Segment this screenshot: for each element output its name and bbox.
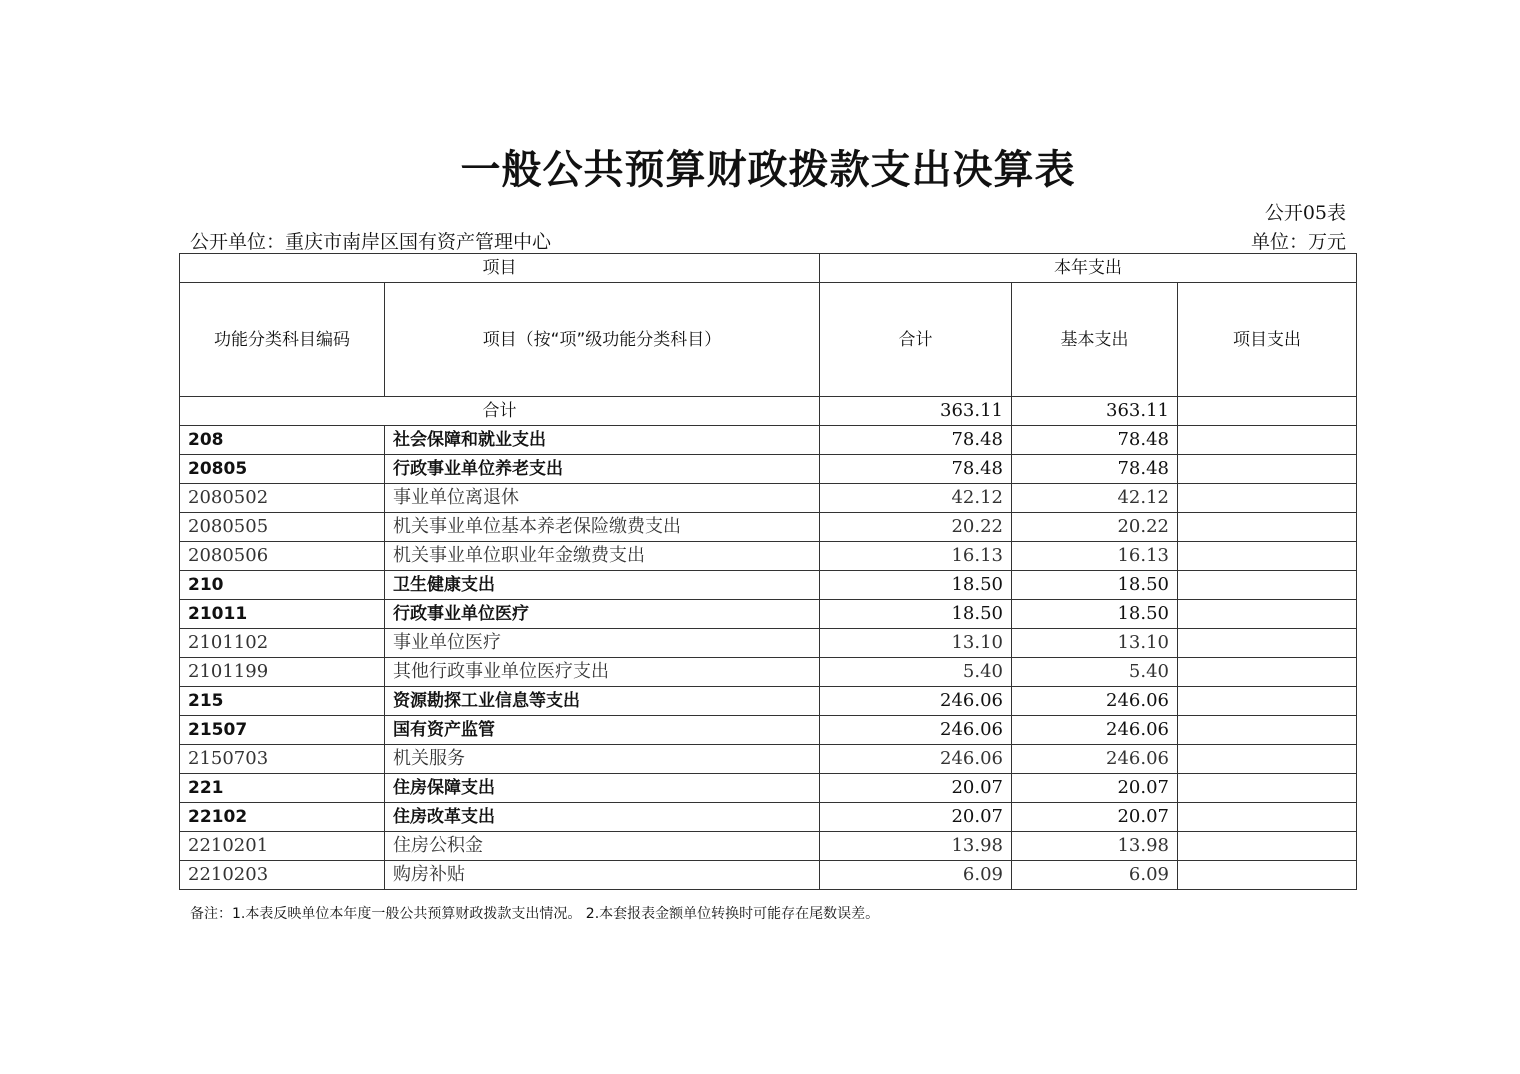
total-row xyxy=(180,397,1357,426)
table-row xyxy=(180,629,1357,658)
table-row xyxy=(180,687,1357,716)
table-row xyxy=(180,600,1357,629)
cell-total: 6.09 xyxy=(820,861,1012,890)
cell-basic: 16.13 xyxy=(1012,542,1178,571)
table-body xyxy=(180,397,1357,890)
cell-total: 246.06 xyxy=(820,716,1012,745)
cell-name: 卫生健康支出 xyxy=(385,571,820,600)
cell-code: 2080502 xyxy=(180,484,385,513)
header-code: 功能分类科目编码 xyxy=(180,283,385,397)
cell-code: 215 xyxy=(180,687,385,716)
table-row xyxy=(180,571,1357,600)
cell-basic: 78.48 xyxy=(1012,426,1178,455)
cell-project xyxy=(1178,455,1357,484)
cell-total: 16.13 xyxy=(820,542,1012,571)
table-row xyxy=(180,513,1357,542)
cell-name: 行政事业单位医疗 xyxy=(385,600,820,629)
table-row xyxy=(180,542,1357,571)
cell-project xyxy=(1178,658,1357,687)
cell-basic: 246.06 xyxy=(1012,687,1178,716)
cell-project xyxy=(1178,600,1357,629)
currency-unit: 单位：万元 xyxy=(1250,231,1346,253)
total-basic: 363.11 xyxy=(1012,397,1178,426)
cell-code: 221 xyxy=(180,774,385,803)
cell-total: 18.50 xyxy=(820,600,1012,629)
cell-project xyxy=(1178,426,1357,455)
cell-basic: 20.22 xyxy=(1012,513,1178,542)
cell-name: 住房公积金 xyxy=(385,832,820,861)
cell-name: 社会保障和就业支出 xyxy=(385,426,820,455)
cell-total: 13.98 xyxy=(820,832,1012,861)
table-row xyxy=(180,426,1357,455)
header-name: 项目（按“项”级功能分类科目） xyxy=(385,283,820,397)
cell-basic: 6.09 xyxy=(1012,861,1178,890)
cell-code: 2210201 xyxy=(180,832,385,861)
reporting-unit: 公开单位：重庆市南岸区国有资产管理中心 xyxy=(190,231,552,253)
cell-project xyxy=(1178,774,1357,803)
footnote: 备注：1.本表反映单位本年度一般公共预算财政拨款支出情况。 2.本套报表金额单位转换时可能存在尾数误差。 xyxy=(190,906,880,922)
cell-code: 21507 xyxy=(180,716,385,745)
table-row xyxy=(180,774,1357,803)
cell-name: 购房补贴 xyxy=(385,861,820,890)
cell-basic: 78.48 xyxy=(1012,455,1178,484)
cell-name: 住房保障支出 xyxy=(385,774,820,803)
cell-project xyxy=(1178,629,1357,658)
cell-code: 2101102 xyxy=(180,629,385,658)
header-basic: 基本支出 xyxy=(1012,283,1178,397)
total-amount: 363.11 xyxy=(820,397,1012,426)
header-item: 项目 xyxy=(180,254,820,283)
cell-total: 246.06 xyxy=(820,687,1012,716)
total-label: 合计 xyxy=(180,397,820,426)
cell-basic: 20.07 xyxy=(1012,803,1178,832)
cell-project xyxy=(1178,745,1357,774)
table-row xyxy=(180,716,1357,745)
table-row xyxy=(180,484,1357,513)
cell-code: 2080506 xyxy=(180,542,385,571)
cell-basic: 13.98 xyxy=(1012,832,1178,861)
cell-name: 国有资产监管 xyxy=(385,716,820,745)
cell-name: 资源勘探工业信息等支出 xyxy=(385,687,820,716)
header-project: 项目支出 xyxy=(1178,283,1357,397)
cell-total: 18.50 xyxy=(820,571,1012,600)
cell-code: 2210203 xyxy=(180,861,385,890)
table-row xyxy=(180,832,1357,861)
cell-project xyxy=(1178,484,1357,513)
cell-name: 事业单位医疗 xyxy=(385,629,820,658)
cell-total: 5.40 xyxy=(820,658,1012,687)
header-this-year: 本年支出 xyxy=(820,254,1357,283)
cell-code: 22102 xyxy=(180,803,385,832)
cell-name: 机关事业单位基本养老保险缴费支出 xyxy=(385,513,820,542)
cell-project xyxy=(1178,513,1357,542)
cell-code: 210 xyxy=(180,571,385,600)
table-row xyxy=(180,861,1357,890)
cell-code: 2101199 xyxy=(180,658,385,687)
budget-table xyxy=(179,253,1357,890)
cell-basic: 18.50 xyxy=(1012,571,1178,600)
table-row xyxy=(180,658,1357,687)
cell-basic: 13.10 xyxy=(1012,629,1178,658)
cell-project xyxy=(1178,832,1357,861)
cell-name: 其他行政事业单位医疗支出 xyxy=(385,658,820,687)
cell-basic: 20.07 xyxy=(1012,774,1178,803)
cell-name: 住房改革支出 xyxy=(385,803,820,832)
cell-name: 机关事业单位职业年金缴费支出 xyxy=(385,542,820,571)
cell-basic: 246.06 xyxy=(1012,716,1178,745)
cell-total: 42.12 xyxy=(820,484,1012,513)
cell-project xyxy=(1178,571,1357,600)
cell-code: 20805 xyxy=(180,455,385,484)
cell-code: 2080505 xyxy=(180,513,385,542)
cell-code: 208 xyxy=(180,426,385,455)
cell-project xyxy=(1178,687,1357,716)
cell-basic: 5.40 xyxy=(1012,658,1178,687)
cell-name: 机关服务 xyxy=(385,745,820,774)
cell-total: 78.48 xyxy=(820,455,1012,484)
cell-total: 246.06 xyxy=(820,745,1012,774)
cell-project xyxy=(1178,803,1357,832)
cell-code: 21011 xyxy=(180,600,385,629)
cell-total: 13.10 xyxy=(820,629,1012,658)
table-row xyxy=(180,455,1357,484)
cell-total: 20.07 xyxy=(820,774,1012,803)
page-title: 一般公共预算财政拨款支出决算表 xyxy=(460,146,1076,193)
cell-basic: 18.50 xyxy=(1012,600,1178,629)
cell-total: 20.22 xyxy=(820,513,1012,542)
table-row xyxy=(180,803,1357,832)
cell-total: 20.07 xyxy=(820,803,1012,832)
cell-project xyxy=(1178,542,1357,571)
cell-code: 2150703 xyxy=(180,745,385,774)
form-number: 公开05表 xyxy=(1264,202,1346,224)
cell-basic: 42.12 xyxy=(1012,484,1178,513)
cell-name: 事业单位离退休 xyxy=(385,484,820,513)
cell-name: 行政事业单位养老支出 xyxy=(385,455,820,484)
total-project xyxy=(1178,397,1357,426)
table-row xyxy=(180,745,1357,774)
header-total: 合计 xyxy=(820,283,1012,397)
cell-project xyxy=(1178,861,1357,890)
cell-total: 78.48 xyxy=(820,426,1012,455)
cell-basic: 246.06 xyxy=(1012,745,1178,774)
cell-project xyxy=(1178,716,1357,745)
